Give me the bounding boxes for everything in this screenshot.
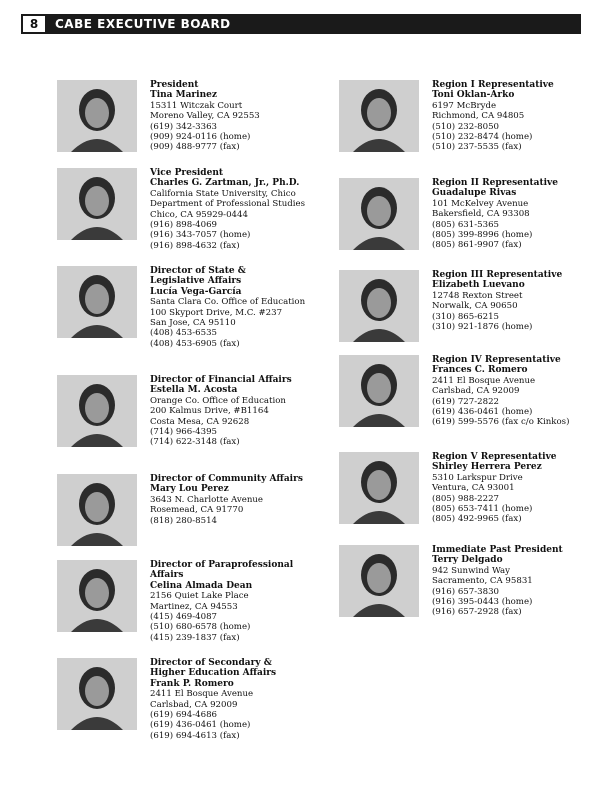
board-member-entry <box>57 560 293 643</box>
member-info <box>432 545 563 618</box>
member-detail-line: (619) 436-0461 (home) <box>150 720 251 731</box>
member-info <box>150 560 293 643</box>
member-info <box>432 270 562 342</box>
member-info <box>432 452 557 525</box>
member-detail-line: (408) 453-6905 (fax) <box>150 338 240 349</box>
member-name: Shirley Herrera Perez <box>432 462 542 473</box>
board-member-entry <box>57 375 292 448</box>
member-name: Frank P. Romero <box>150 678 234 689</box>
member-detail-line: (916) 657-3830 <box>432 586 500 597</box>
member-detail-line: (714) 622-3148 (fax) <box>150 437 240 448</box>
member-detail-line: 15311 Witczak Court <box>150 100 243 111</box>
page-title: CABE EXECUTIVE BOARD <box>55 17 231 31</box>
member-detail-line: (805) 399-8996 (home) <box>432 230 533 241</box>
member-name: Elizabeth Luevano <box>432 280 525 291</box>
member-detail-line: (619) 727-2822 <box>432 396 500 407</box>
board-member-entry <box>339 452 557 525</box>
board-member-entry <box>57 474 303 546</box>
member-role: Region V Representative <box>432 452 557 462</box>
member-detail-line: (619) 694-4686 <box>150 710 218 721</box>
member-portrait-photo <box>57 474 137 546</box>
member-detail-line: (805) 861-9907 (fax) <box>432 240 522 251</box>
member-detail-line: (805) 988-2227 <box>432 493 500 504</box>
member-name: Guadalupe Rivas <box>432 188 517 199</box>
member-name: Celina Almada Dean <box>150 580 253 591</box>
member-detail-line: Chico, CA 95929-0444 <box>150 209 248 220</box>
board-member-entry <box>339 270 562 342</box>
board-member-entry <box>57 168 305 251</box>
member-role: Vice President <box>150 168 224 178</box>
member-detail-line: Sacramento, CA 95831 <box>432 576 533 587</box>
member-detail-line: (510) 237-5535 (fax) <box>432 142 522 153</box>
member-role: Director of Secondary & <box>150 658 272 668</box>
member-portrait-photo <box>57 560 137 632</box>
member-role: President <box>150 80 199 90</box>
member-detail-line: Santa Clara Co. Office of Education <box>150 297 306 308</box>
member-info <box>432 355 569 428</box>
member-detail-line: 12748 Rexton Street <box>432 290 523 301</box>
member-detail-line: (916) 343-7057 (home) <box>150 230 251 241</box>
board-member-entry <box>339 355 569 428</box>
member-detail-line: (916) 898-4069 <box>150 220 218 231</box>
member-detail-line: (805) 653-7411 (home) <box>432 504 533 515</box>
member-portrait-photo <box>57 80 137 152</box>
member-detail-line: (916) 657-2928 (fax) <box>432 607 522 618</box>
member-detail-line: (619) 599-5576 (fax c/o Kinkos) <box>432 417 570 428</box>
member-detail-line: 6197 McBryde <box>432 100 497 111</box>
member-detail-line: Orange Co. Office of Education <box>150 395 286 406</box>
board-member-entry <box>339 545 563 618</box>
member-role: Director of Paraprofessional <box>150 560 294 570</box>
member-info <box>150 474 303 546</box>
member-name: Toni Oklan-Arko <box>432 90 515 101</box>
member-detail-line: (510) 232-8050 <box>432 121 500 132</box>
member-info <box>432 80 554 153</box>
member-name: Tina Marinez <box>150 90 217 101</box>
member-portrait-photo <box>339 270 419 342</box>
member-role: Legislative Affairs <box>150 276 242 287</box>
member-name: Lucía Vega-García <box>150 286 242 297</box>
member-detail-line: Costa Mesa, CA 92628 <box>150 416 250 427</box>
member-name: Mary Lou Perez <box>150 484 229 495</box>
page-header-bar <box>21 14 581 34</box>
member-detail-line: 3643 N. Charlotte Avenue <box>150 494 263 505</box>
member-detail-line: 2411 El Bosque Avenue <box>432 375 536 386</box>
member-detail-line: (415) 239-1837 (fax) <box>150 632 240 643</box>
member-info <box>150 80 260 153</box>
member-detail-line: (619) 694-4613 (fax) <box>150 730 240 741</box>
member-detail-line: (818) 280-8514 <box>150 515 218 526</box>
member-role: Immediate Past President <box>432 545 563 555</box>
member-detail-line: 942 Sunwind Way <box>432 565 511 576</box>
member-role: Higher Education Affairs <box>150 668 277 679</box>
member-role: Region III Representative <box>432 270 563 280</box>
member-detail-line: Richmond, CA 94805 <box>432 111 525 122</box>
member-portrait-photo <box>339 80 419 152</box>
member-info <box>432 178 558 251</box>
member-role: Affairs <box>150 570 184 581</box>
member-name: Terry Delgado <box>432 555 503 566</box>
member-detail-line: (510) 680-6578 (home) <box>150 622 251 633</box>
member-detail-line: 100 Skyport Drive, M.C. #237 <box>150 307 283 318</box>
member-role: Director of Community Affairs <box>150 474 303 484</box>
member-detail-line: Department of Professional Studies <box>150 199 306 210</box>
board-member-entry <box>57 80 260 153</box>
member-detail-line: (805) 492-9965 (fax) <box>432 514 522 525</box>
member-role: Director of Financial Affairs <box>150 375 292 385</box>
page-number: 8 <box>21 14 47 34</box>
member-portrait-photo <box>339 545 419 617</box>
member-detail-line: Carlsbad, CA 92009 <box>150 699 238 710</box>
member-detail-line: 5310 Larkspur Drive <box>432 472 523 483</box>
member-role: Director of State & <box>150 266 246 276</box>
member-role: Region II Representative <box>432 178 558 188</box>
member-detail-line: (310) 865-6215 <box>432 311 500 322</box>
member-detail-line: 2156 Quiet Lake Place <box>150 591 249 602</box>
member-info <box>150 168 305 251</box>
member-portrait-photo <box>57 375 137 447</box>
member-portrait-photo <box>57 168 137 240</box>
member-info <box>150 266 305 349</box>
board-member-entry <box>57 658 276 741</box>
member-detail-line: (310) 921-1876 (home) <box>432 322 533 333</box>
member-portrait-photo <box>339 452 419 524</box>
member-detail-line: (619) 342-3363 <box>150 121 218 132</box>
member-detail-line: Rosemead, CA 91770 <box>150 505 244 516</box>
member-detail-line: Carlsbad, CA 92009 <box>432 386 520 397</box>
member-info <box>150 658 276 741</box>
member-role: Region IV Representative <box>432 355 561 365</box>
member-detail-line: (408) 453-6535 <box>150 328 218 339</box>
member-detail-line: California State University, Chico <box>150 188 296 199</box>
member-detail-line: (619) 436-0461 (home) <box>432 407 533 418</box>
member-info <box>150 375 292 448</box>
member-name: Frances C. Romero <box>432 365 528 376</box>
member-portrait-photo <box>57 658 137 730</box>
member-portrait-photo <box>57 266 137 338</box>
member-detail-line: 2411 El Bosque Avenue <box>150 689 254 700</box>
member-detail-line: (916) 395-0443 (home) <box>432 597 533 608</box>
member-detail-line: Ventura, CA 93001 <box>432 483 515 494</box>
member-detail-line: 101 McKelvey Avenue <box>432 198 529 209</box>
member-portrait-photo <box>339 355 419 427</box>
member-detail-line: (714) 966-4395 <box>150 427 218 438</box>
member-detail-line: (415) 469-4087 <box>150 612 218 623</box>
member-detail-line: (916) 898-4632 (fax) <box>150 240 240 251</box>
member-role: Region I Representative <box>432 80 554 90</box>
member-detail-line: Moreno Valley, CA 92553 <box>150 111 260 122</box>
member-detail-line: (909) 924-0116 (home) <box>150 132 251 143</box>
board-member-entry <box>339 80 554 153</box>
member-detail-line: San Jose, CA 95110 <box>150 318 236 329</box>
member-detail-line: Martinez, CA 94553 <box>150 601 238 612</box>
member-name: Estella M. Acosta <box>150 385 238 396</box>
member-detail-line: (805) 631-5365 <box>432 219 500 230</box>
board-member-entry <box>57 266 305 349</box>
member-detail-line: Bakersfield, CA 93308 <box>432 209 530 220</box>
member-detail-line: Norwalk, CA 90650 <box>432 301 518 312</box>
board-member-entry <box>339 178 558 251</box>
member-portrait-photo <box>339 178 419 250</box>
member-detail-line: 200 Kalmus Drive, #B1164 <box>150 406 269 417</box>
member-name: Charles G. Zartman, Jr., Ph.D. <box>150 178 300 189</box>
member-detail-line: (909) 488-9777 (fax) <box>150 142 240 153</box>
member-detail-line: (510) 232-8474 (home) <box>432 132 533 143</box>
